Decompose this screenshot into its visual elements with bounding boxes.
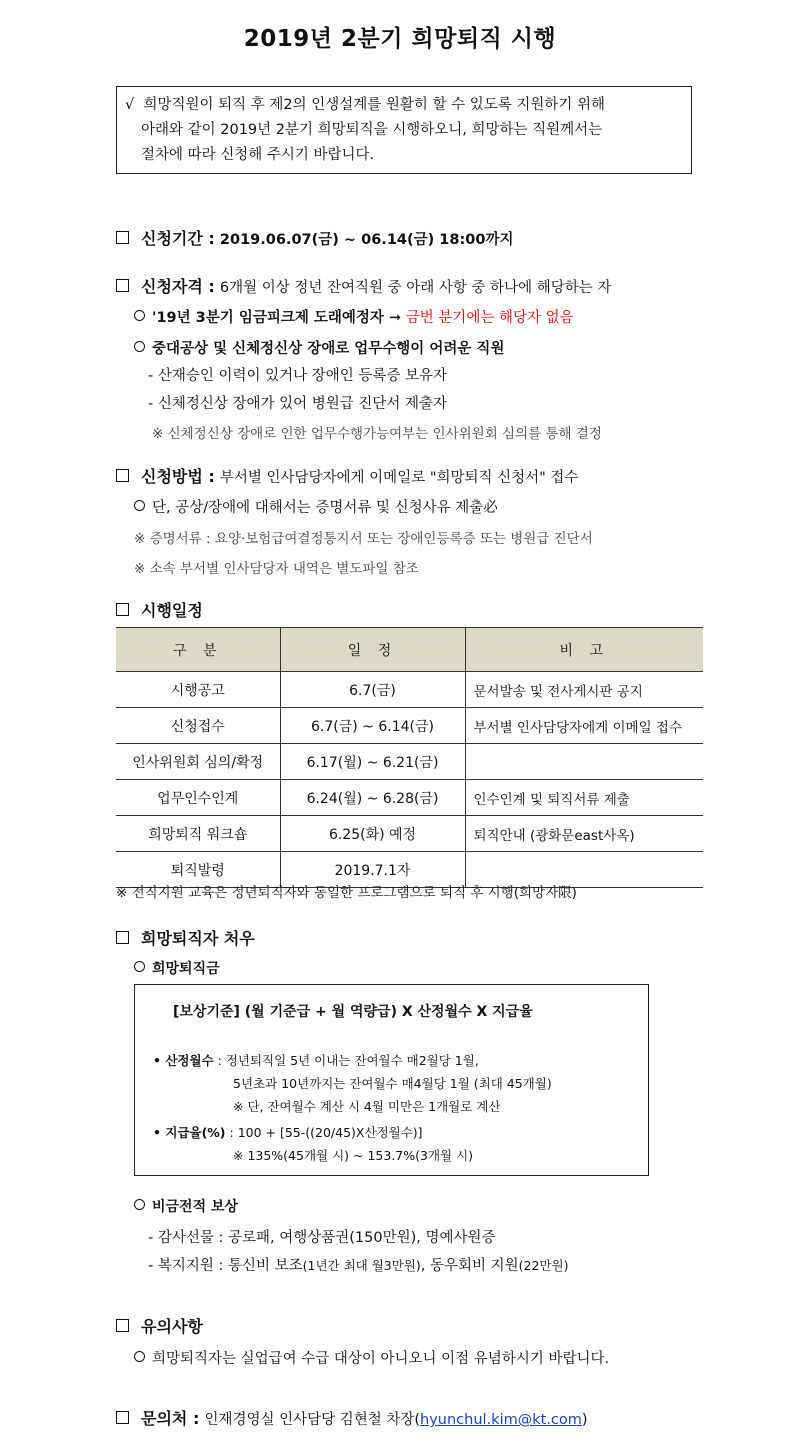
table-row: 시행공고 6.7(금) 문서발송 및 전사게시판 공지 [116, 672, 703, 708]
eligibility-item-1: '19년 3분기 임금피크제 도래예정자 ➞ 금번 분기에는 해당자 없음 [134, 306, 574, 327]
period-value: 2019.06.07(금) ~ 06.14(금) 18:00까지 [219, 232, 514, 248]
intro-box [116, 86, 692, 174]
section-treatment: 희망퇴직자 처우 [116, 926, 255, 949]
check-mark-icon: √ [125, 97, 135, 113]
contact-value: 인재경영실 인사담당 김현철 차장(hyunchul.kim@kt.com) [204, 1412, 588, 1428]
section-schedule: 시행일정 [116, 598, 203, 621]
schedule-table [116, 627, 703, 888]
nonmoney-label: 비금전적 보상 [134, 1196, 238, 1216]
intro-line-3: 절차에 따라 신청해 주시기 바랍니다. [141, 147, 375, 163]
section-caution: 유의사항 [116, 1314, 203, 1337]
square-bullet-icon [116, 1411, 129, 1424]
header-category: 구 분 [116, 628, 280, 672]
table-row: 인사위원회 심의/확정 6.17(월) ~ 6.21(금) [116, 744, 703, 780]
caution-item-1: 희망퇴직자는 실업급여 수급 대상이 아니오니 이점 유념하시기 바랍니다. [134, 1347, 609, 1368]
circle-bullet-icon [134, 310, 145, 321]
header-schedule: 일 정 [280, 628, 465, 672]
page-title: 2019년 2분기 희망퇴직 시행 [243, 26, 557, 52]
eligibility-value: 6개월 이상 정년 잔여직원 중 아래 사항 중 하나에 해당하는 자 [219, 280, 612, 296]
treatment-pay-label: 희망퇴직금 [134, 958, 220, 978]
months-line-3: ※ 단, 잔여월수 계산 시 4월 미만은 1개월로 계산 [233, 1099, 501, 1114]
method-note-2: ※ 소속 부서별 인사담당자 내역은 별도파일 참조 [134, 561, 419, 577]
method-item-1: 단, 공상/장애에 대해서는 증명서류 및 신청사유 제출必 [134, 496, 498, 517]
table-row: 희망퇴직 워크숍 6.25(화) 예정 퇴직안내 (광화문east사옥) [116, 816, 703, 852]
square-bullet-icon [116, 279, 129, 292]
method-note-1: ※ 증명서류 : 요양·보험급여결정통지서 또는 장애인등록증 또는 병원급 진단서 [134, 531, 593, 547]
table-row: 업무인수인계 6.24(월) ~ 6.28(금) 인수인계 및 퇴직서류 제출 [116, 780, 703, 816]
compensation-formula: [보상기준] (월 기준급 + 월 역량급) X 산정월수 X 지급율 [173, 1004, 533, 1020]
section-method: 신청방법 : 부서별 인사담당자에게 이메일로 "희망퇴직 신청서" 접수 [116, 464, 578, 487]
intro-line-2: 아래와 같이 2019년 2분기 희망퇴직을 시행하오니, 희망하는 직원께서는 [141, 122, 603, 138]
eligibility-sub-1: - 산재승인 이력이 있거나 장애인 등록증 보유자 [148, 368, 448, 384]
square-bullet-icon [116, 931, 129, 944]
square-bullet-icon [116, 1319, 129, 1332]
table-row: 신청접수 6.7(금) ~ 6.14(금) 부서별 인사담당자에게 이메일 접수 [116, 708, 703, 744]
months-line-1: • 산정월수 : 정년퇴직일 5년 이내는 잔여월수 매2월당 1월, [153, 1053, 479, 1068]
circle-bullet-icon [134, 1351, 145, 1362]
section-period: 신청기간 : 2019.06.07(금) ~ 06.14(금) 18:00까지 [116, 226, 513, 249]
nonmoney-item-2: - 복지지원 : 통신비 보조(1년간 최대 월3만원), 동우회비 지원(22만원) [148, 1258, 569, 1274]
table-row: 퇴직발령 2019.7.1자 [116, 852, 703, 888]
section-eligibility: 신청자격 : 6개월 이상 정년 잔여직원 중 아래 사항 중 하나에 해당하는 자 [116, 274, 611, 297]
table-header-row [116, 628, 703, 672]
square-bullet-icon [116, 469, 129, 482]
section-contact: 문의처 : 인재경영실 인사담당 김현철 차장(hyunchul.kim@kt.com) [116, 1406, 588, 1429]
circle-bullet-icon [134, 1199, 145, 1210]
rate-line-1: • 지급율(%) : 100 + [55-((20/45)X산정월수)] [153, 1125, 423, 1140]
circle-bullet-icon [134, 500, 145, 511]
rate-line-2: ※ 135%(45개월 시) ~ 153.7%(3개월 시) [233, 1148, 474, 1163]
eligibility-item-1-note: 금번 분기에는 해당자 없음 [405, 310, 574, 326]
contact-email-link[interactable]: hyunchul.kim@kt.com [420, 1412, 582, 1428]
intro-line-1: √ 희망직원이 퇴직 후 제2의 인생설계를 원활히 할 수 있도록 지원하기 위해 [125, 97, 605, 113]
circle-bullet-icon [134, 341, 145, 352]
header-remarks: 비 고 [465, 628, 703, 672]
compensation-box [134, 984, 649, 1176]
months-line-2: 5년초과 10년까지는 잔여월수 매4월당 1월 (최대 45개월) [233, 1076, 552, 1091]
eligibility-note: ※ 신체정신상 장애로 인한 업무수행가능여부는 인사위원회 심의를 통해 결정 [152, 426, 602, 442]
circle-bullet-icon [134, 961, 145, 972]
method-value: 부서별 인사담당자에게 이메일로 "희망퇴직 신청서" 접수 [219, 470, 579, 486]
eligibility-sub-2: - 신체정신상 장애가 있어 병원급 진단서 제출자 [148, 396, 448, 412]
square-bullet-icon [116, 231, 129, 244]
square-bullet-icon [116, 603, 129, 616]
eligibility-item-2: 중대공상 및 신체정신상 장애로 업무수행이 어려운 직원 [134, 337, 504, 358]
nonmoney-item-1: - 감사선물 : 공로패, 여행상품권(150만원), 명예사원증 [148, 1230, 496, 1246]
schedule-note: ※ 전직지원 교육은 정년퇴직자와 동일한 프로그램으로 퇴직 후 시행(희망자限) [116, 885, 577, 901]
